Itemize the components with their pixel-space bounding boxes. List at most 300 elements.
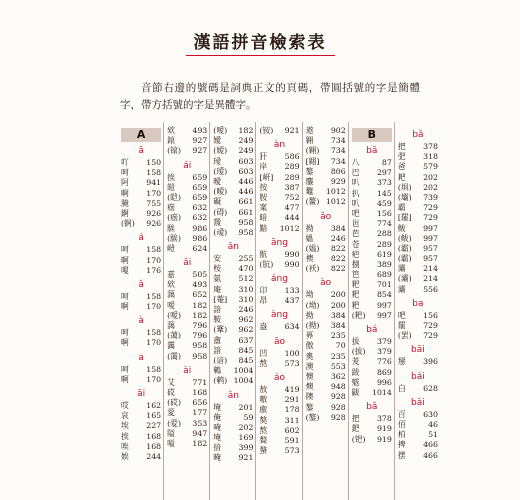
index-entry — [306, 372, 346, 382]
entry-character: 獒 — [259, 415, 268, 425]
entry-page-number: 399 — [238, 443, 254, 453]
entry-page-number: 353 — [192, 418, 208, 428]
index-entry — [121, 292, 161, 302]
entry-page-number: 729 — [423, 203, 438, 213]
entry-page-number: 962 — [238, 325, 254, 335]
entry-page-number: 477 — [284, 203, 300, 213]
entry-page-number: 70 — [335, 341, 346, 351]
index-entry — [121, 219, 161, 229]
entry-character: 藹 — [167, 321, 175, 330]
index-entry — [259, 436, 299, 446]
entry-page-number: 990 — [284, 259, 300, 269]
entry-page-number: 948 — [330, 382, 346, 392]
entry-page-number: 387 — [284, 182, 300, 192]
entry-character: 鈀 — [351, 424, 360, 434]
index-entry — [306, 331, 346, 341]
entry-page-number: 637 — [238, 335, 254, 345]
entry-page-number: 586 — [284, 152, 300, 162]
entry-page-number: 919 — [376, 424, 392, 434]
entry-page-number: 289 — [284, 172, 300, 182]
pinyin-syllable: bā — [366, 146, 378, 156]
entry-page-number: 170 — [146, 338, 162, 348]
entry-page-number: 947 — [192, 428, 208, 438]
entry-character: 佰 — [397, 419, 406, 429]
index-entry — [259, 349, 299, 359]
pinyin-syllable: āi — [137, 389, 146, 399]
letter-header: A — [121, 128, 161, 142]
entry-page-number: 752 — [284, 192, 300, 202]
pinyin-syllable: ào — [320, 278, 332, 289]
index-entry — [259, 286, 299, 296]
entry-page-number: 200 — [330, 300, 346, 310]
entry-character: (灞) — [397, 274, 412, 284]
index-entry — [259, 213, 299, 223]
index-entry — [121, 158, 161, 168]
entry-page-number: 384 — [330, 310, 346, 320]
entry-page-number: 182 — [192, 310, 208, 320]
entry-character: 嘉 — [167, 270, 175, 280]
entry-character: 螯 — [259, 446, 268, 456]
index-entry — [259, 260, 299, 270]
index-entry — [213, 295, 253, 305]
index-entry — [398, 264, 438, 274]
index-entry — [213, 264, 253, 274]
index-entry — [121, 199, 161, 209]
pinyin-syllable: ài — [183, 365, 192, 376]
index-entry — [167, 331, 207, 341]
entry-page-number: 776 — [376, 357, 392, 367]
index-entry — [398, 451, 438, 461]
entry-page-number: 310 — [238, 294, 254, 304]
index-entry — [167, 352, 207, 362]
entry-page-number: 602 — [284, 425, 300, 435]
entry-character: (粑) — [351, 310, 366, 320]
entry-page-number: 997 — [376, 300, 392, 310]
entry-character: 芭 — [351, 229, 360, 239]
entry-character: 熬 — [259, 358, 268, 368]
entry-page-number: 928 — [330, 412, 346, 422]
entry-page-number: 628 — [423, 383, 438, 393]
index-entry — [213, 218, 253, 228]
entry-character: (鞌) — [213, 325, 228, 335]
index-entry — [213, 413, 253, 423]
index-entry — [213, 157, 253, 167]
entry-page-number: 822 — [330, 243, 346, 253]
index-entry — [259, 395, 299, 405]
index-entry — [398, 213, 438, 223]
entry-character: (嗳) — [213, 126, 228, 135]
entry-character: 霸 — [397, 203, 406, 213]
entry-character: 藹 — [167, 290, 175, 300]
entry-character: 埯 — [213, 402, 222, 412]
entry-page-number: 958 — [192, 351, 208, 361]
entry-character: 唵 — [213, 422, 222, 432]
entry-character: 鏊 — [305, 402, 314, 412]
entry-page-number: 739 — [423, 192, 438, 202]
entry-character: 呵 — [121, 364, 129, 374]
index-entry — [121, 266, 161, 276]
entry-character: [岍] — [259, 172, 274, 182]
entry-character: 嗄 — [121, 265, 129, 275]
index-entry — [121, 328, 161, 338]
index-entry — [398, 420, 438, 430]
index-entry — [306, 244, 346, 254]
entry-character: 巴 — [351, 168, 360, 178]
entry-page-number: 919 — [376, 434, 392, 444]
entry-character: 卬 — [259, 286, 268, 296]
entry-character: 捌 — [351, 259, 360, 269]
pinyin-syllable: āng — [271, 237, 288, 248]
entry-page-number: 311 — [284, 415, 300, 425]
entry-character: 吧 — [351, 208, 360, 218]
index-entry — [259, 183, 299, 193]
pinyin-syllable: à — [138, 316, 144, 327]
entry-page-number: 46 — [428, 419, 438, 429]
entry-character: 粑 — [351, 300, 360, 310]
entry-page-number: 182 — [192, 300, 208, 310]
entry-character: 啊 — [121, 374, 129, 384]
pinyin-syllable: ǎ — [138, 279, 144, 290]
entry-page-number: 297 — [376, 168, 392, 178]
entry-page-number: 202 — [423, 182, 438, 192]
entry-character: 盎 — [259, 322, 268, 332]
entry-character: 庵 — [213, 284, 222, 294]
entry-character: 茇 — [351, 357, 360, 367]
intro-paragraph: 音節右邊的號碼是詞典正文的頁碼，帶圓括號的字是簡體字，帶方括號的字是異體字。 — [120, 82, 420, 111]
entry-character: 砹 — [167, 387, 175, 397]
entry-page-number: 927 — [192, 136, 208, 146]
entry-character: 璦 — [213, 156, 222, 166]
index-entry — [352, 209, 392, 219]
entry-page-number: 1012 — [325, 187, 346, 197]
index-entry — [213, 433, 253, 443]
entry-character: 聱 — [259, 435, 268, 445]
index-entry — [167, 321, 207, 331]
entry-character: 熬 — [259, 425, 268, 435]
entry-character: 黯 — [259, 223, 268, 233]
entry-character: 鞍 — [213, 315, 222, 325]
entry-page-number: 158 — [146, 168, 162, 178]
entry-character: 凹 — [259, 348, 268, 358]
index-entry — [213, 376, 253, 386]
page-title: 漢語拼音檢索表 — [186, 28, 335, 56]
index-entry — [213, 177, 253, 187]
pinyin-syllable: bāi — [411, 345, 425, 356]
entry-page-number: 958 — [192, 341, 208, 351]
entry-page-number: 755 — [146, 198, 162, 208]
entry-page-number: 771 — [192, 377, 208, 387]
entry-page-number: 927 — [192, 146, 208, 156]
entry-page-number: 962 — [238, 315, 254, 325]
index-entry — [352, 435, 392, 445]
entry-character: 靉 — [213, 217, 222, 227]
entry-character: 捭 — [397, 440, 406, 450]
entry-character: 嗷 — [259, 395, 268, 405]
entry-character: 阿 — [121, 178, 129, 188]
entry-page-number: 729 — [423, 321, 438, 330]
entry-character: 把 — [351, 414, 360, 424]
entry-character: 呵 — [121, 328, 129, 338]
index-entry — [352, 189, 392, 199]
entry-character: (坳) — [305, 300, 320, 310]
entry-page-number: 997 — [423, 233, 438, 243]
entry-page-number: 958 — [238, 217, 254, 227]
entry-page-number: 1012 — [325, 197, 346, 207]
index-entry — [306, 234, 346, 244]
entry-character: 拗 — [305, 310, 314, 320]
entry-character: 娭 — [121, 451, 129, 461]
entry-character: 埃 — [121, 421, 129, 431]
entry-character: 摆 — [397, 450, 406, 460]
entry-page-number: 1014 — [372, 387, 392, 397]
index-entry — [352, 229, 392, 239]
index-entry — [352, 290, 392, 300]
entry-page-number: 249 — [238, 136, 254, 146]
entry-character: (瑷) — [213, 166, 228, 176]
entry-page-number: 661 — [238, 197, 254, 207]
entry-page-number: 200 — [330, 290, 346, 300]
index-entry — [213, 325, 253, 335]
index-entry — [306, 157, 346, 167]
index-entry — [306, 311, 346, 321]
entry-character: 翱 — [305, 136, 314, 146]
entry-page-number: 921 — [284, 126, 300, 135]
entry-character: 傲 — [305, 341, 314, 351]
entry-character: (癌) — [167, 213, 182, 223]
entry-page-number: 734 — [330, 156, 346, 166]
index-entry — [306, 392, 346, 402]
index-entry — [398, 224, 438, 234]
entry-character: 澳 — [305, 361, 314, 371]
entry-character: 柏 — [397, 430, 406, 440]
index-entry — [259, 224, 299, 234]
entry-page-number: 202 — [238, 422, 254, 432]
entry-page-number: 926 — [146, 219, 162, 229]
entry-page-number: 822 — [330, 264, 346, 274]
entry-character: (嫒) — [213, 146, 228, 156]
entry-character: 胺 — [259, 192, 268, 202]
entry-page-number: 51 — [428, 430, 438, 440]
entry-page-number: 997 — [376, 310, 392, 320]
entry-character: 粑 — [351, 290, 360, 300]
index-column-3 — [210, 122, 256, 500]
entry-page-number: 384 — [330, 321, 346, 330]
index-entry — [167, 341, 207, 351]
index-entry — [398, 321, 438, 331]
entry-character: (袄) — [305, 264, 320, 274]
entry-character: (锕) — [121, 219, 135, 229]
entry-page-number: 701 — [376, 280, 392, 290]
entry-page-number: 150 — [146, 158, 162, 167]
entry-character: 昂 — [259, 296, 268, 306]
entry-character: 骯 — [259, 249, 268, 259]
entry-character: 呵 — [121, 245, 129, 255]
entry-page-number: 603 — [238, 156, 254, 166]
entry-character: 粑 — [351, 280, 360, 290]
entry-character: 揞 — [213, 443, 222, 453]
index-entry — [121, 442, 161, 452]
index-entry — [121, 365, 161, 375]
entry-character: 腌 — [121, 198, 129, 208]
entry-character: 嵦 — [167, 243, 175, 253]
entry-character: 拗 — [305, 223, 314, 233]
entry-character: (罢) — [397, 331, 412, 341]
index-entry — [259, 359, 299, 369]
entry-page-number: 632 — [192, 213, 208, 223]
entry-page-number: 378 — [376, 414, 392, 424]
index-entry — [352, 168, 392, 178]
entry-character: 鏖 — [305, 176, 314, 186]
entry-page-number: 168 — [146, 431, 162, 441]
entry-page-number: 59 — [243, 412, 254, 422]
entry-character: 案 — [259, 203, 268, 213]
index-entry — [167, 126, 207, 136]
entry-page-number: 156 — [423, 310, 438, 320]
entry-page-number: 624 — [192, 243, 208, 253]
entry-character: 奧 — [305, 351, 314, 361]
entry-character: (砹) — [167, 398, 182, 408]
entry-character: 白 — [397, 383, 406, 393]
entry-page-number: 235 — [330, 351, 346, 361]
entry-page-number: 591 — [284, 435, 300, 445]
entry-character: (铵) — [259, 126, 274, 135]
entry-page-number: 202 — [423, 172, 438, 182]
entry-page-number: 1004 — [233, 376, 254, 386]
entry-page-number: 929 — [330, 176, 346, 186]
entry-character: 跋 — [351, 367, 360, 377]
index-entry — [121, 338, 161, 348]
entry-character: 欸 — [167, 280, 175, 290]
entry-character: 拔 — [351, 337, 360, 346]
entry-character: 曖 — [213, 176, 222, 186]
entry-page-number: 446 — [238, 176, 254, 186]
entry-character: 爸 — [397, 162, 406, 172]
entry-character: 吧 — [397, 310, 406, 320]
index-entry — [259, 385, 299, 395]
entry-page-number: 201 — [238, 402, 254, 412]
pinyin-syllable: ǎi — [183, 258, 192, 269]
entry-character: 鲅 — [397, 223, 406, 233]
index-entry — [213, 356, 253, 366]
entry-character: 敖 — [259, 385, 268, 394]
entry-character: (爱) — [167, 418, 182, 428]
index-column-5 — [303, 122, 349, 500]
entry-character: 隩 — [305, 392, 314, 402]
entry-page-number: 573 — [284, 446, 300, 456]
entry-character: 愛 — [167, 408, 175, 418]
pinyin-syllable: bǎ — [366, 402, 378, 413]
entry-character: 氨 — [213, 274, 222, 284]
entry-page-number: 656 — [192, 398, 208, 408]
entry-page-number: 379 — [376, 337, 392, 346]
entry-page-number: 505 — [192, 270, 208, 280]
entry-page-number: 214 — [423, 274, 438, 284]
index-entry — [398, 331, 438, 341]
entry-page-number: 176 — [146, 265, 162, 275]
index-entry — [167, 213, 207, 223]
index-entry — [167, 439, 207, 449]
entry-character: (埧) — [397, 182, 412, 192]
entry-page-number: 362 — [330, 371, 346, 381]
entry-character: 錒 — [121, 208, 129, 218]
entry-page-number: 182 — [192, 438, 208, 448]
entry-character: 諳 — [213, 305, 222, 314]
index-entry — [352, 347, 392, 357]
index-entry — [352, 388, 392, 398]
entry-page-number: 1012 — [279, 223, 300, 233]
entry-page-number: 573 — [284, 358, 300, 368]
index-entry — [259, 426, 299, 436]
index-entry — [398, 274, 438, 284]
entry-page-number: 156 — [376, 208, 392, 218]
entry-page-number: 446 — [238, 187, 254, 197]
entry-page-number: 177 — [192, 408, 208, 418]
index-entry — [306, 341, 346, 351]
index-entry — [306, 264, 346, 274]
pinyin-syllable: ǎo — [320, 211, 332, 222]
entry-page-number: 921 — [238, 453, 254, 463]
entry-page-number: 579 — [423, 162, 438, 172]
letter-header: B — [352, 128, 392, 142]
index-entry — [213, 167, 253, 177]
index-column-2 — [164, 122, 210, 500]
entry-character: 鼇 — [305, 187, 314, 197]
index-entry — [121, 189, 161, 199]
entry-character: 岜 — [351, 219, 360, 229]
entry-page-number: 796 — [192, 331, 208, 341]
entry-character: 唉 — [121, 441, 129, 451]
entry-character: (壩) — [397, 192, 412, 202]
entry-character: 襖 — [305, 254, 314, 264]
entry-page-number: 796 — [192, 321, 208, 330]
index-entry — [259, 416, 299, 426]
entry-character: 奡 — [305, 331, 314, 341]
entry-character: 哎 — [121, 401, 129, 410]
index-entry — [306, 382, 346, 392]
index-entry — [167, 146, 207, 156]
entry-character: (鲅) — [397, 233, 412, 243]
entry-page-number: 734 — [330, 146, 346, 156]
entry-character: 晻 — [213, 453, 222, 463]
index-entry — [352, 424, 392, 434]
index-entry — [306, 136, 346, 146]
title-wrap — [0, 28, 520, 56]
entry-page-number: 459 — [376, 198, 392, 208]
entry-character: (霭) — [167, 351, 182, 361]
index-entry — [213, 197, 253, 207]
index-entry — [259, 193, 299, 203]
entry-character: (鏊) — [305, 412, 320, 422]
entry-page-number: 178 — [284, 405, 300, 415]
entry-character: 安 — [213, 254, 222, 264]
index-entry — [306, 413, 346, 423]
index-entry — [213, 274, 253, 284]
index-entry — [121, 256, 161, 266]
index-entry — [306, 290, 346, 300]
index-entry — [121, 245, 161, 255]
entry-character: 疤 — [351, 249, 360, 259]
pinyin-syllable: á — [138, 233, 144, 244]
entry-character: 呵 — [121, 291, 129, 301]
index-entry — [213, 254, 253, 264]
index-entry — [398, 234, 438, 244]
index-entry — [352, 414, 392, 424]
entry-page-number: 182 — [238, 126, 254, 135]
index-entry — [306, 197, 346, 207]
index-entry — [167, 429, 207, 439]
entry-character: (拔) — [351, 347, 366, 357]
index-entry — [213, 305, 253, 315]
